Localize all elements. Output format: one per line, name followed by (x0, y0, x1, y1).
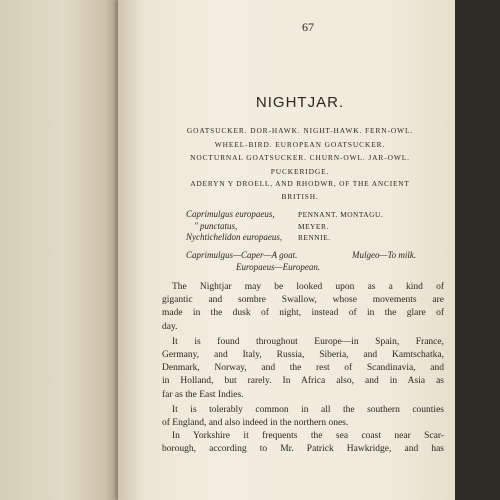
common-names-line: WHEEL-BIRD. EUROPEAN GOATSUCKER. (214, 139, 386, 149)
synonym-name: " punctatus, (194, 220, 238, 231)
text-line: Germany, and Italy, Russia, Siberia, and Kamtschatka, (162, 349, 444, 360)
text-line: gigantic and sombre Swallow, whose movements are (162, 295, 444, 306)
text-line: It is tolerably common in all the southern counties (172, 404, 444, 415)
etymology-europaeus: Europaeus—European. (236, 261, 321, 272)
synonym-row (186, 232, 446, 244)
page-number: 67 (302, 20, 314, 34)
common-names-line: NOCTURNAL GOATSUCKER. CHURN-OWL. JAR-OWL. (190, 153, 410, 163)
common-names (154, 124, 446, 179)
etymology-caprimulgus: Caprimulgus—Caper—A goat. (186, 250, 298, 260)
synonym-name: Caprimulgus europaeus, (186, 209, 275, 219)
text-line: The Nightjar may be looked upon as a kind of (172, 282, 444, 292)
page-title: NIGHTJAR. (255, 94, 345, 111)
synonym-list (186, 209, 446, 244)
synonym-row (186, 209, 446, 221)
left-page-edge (0, 0, 120, 500)
text-line: Denmark, Norway, and the rest of Scandinavia, and (162, 363, 444, 374)
synonym-row (186, 221, 446, 233)
body-text (162, 281, 444, 456)
common-names-line: GOATSUCKER. DOR-HAWK. NIGHT-HAWK. FERN-OWL. (186, 126, 414, 135)
text-line: It is found throughout Europe—in Spain, France, (172, 336, 444, 347)
synonym-authority: PENNANT. MONTAGU. (298, 210, 384, 219)
book-page (118, 0, 455, 500)
welsh-names (162, 177, 438, 203)
text-line: in Holland, but rarely. In Africa also, and in Asia as (162, 376, 444, 387)
welsh-names-line: BRITISH. (281, 192, 319, 201)
background-right (455, 0, 500, 500)
text-line: day. (162, 321, 178, 332)
etymology-row (186, 262, 438, 274)
synonym-authority: RENNIE. (298, 233, 331, 242)
text-line: borough, according to Mr. Patrick Hawkridge, and has (162, 444, 444, 455)
text-line: made in the dusk of night, instead of in the glare of (162, 308, 444, 319)
text-line: of England, and also indeed in the northern ones. (162, 417, 349, 428)
synonym-authority: MEYER. (298, 221, 329, 231)
common-names-line: PUCKERIDGE. (270, 167, 330, 177)
etymology-mulgeo: Mulgeo—To milk. (352, 250, 417, 260)
welsh-names-line: ADERYN Y DROELL, AND RHODWR, OF THE ANCIENT (190, 179, 410, 188)
etymology (186, 250, 438, 273)
text-line: far as the East Indies. (162, 389, 244, 400)
synonym-name: Nychtichelidon europaeus, (186, 232, 283, 242)
text-line: In Yorkshire it frequents the sea coast near Scar- (172, 431, 444, 442)
etymology-row (186, 250, 438, 262)
